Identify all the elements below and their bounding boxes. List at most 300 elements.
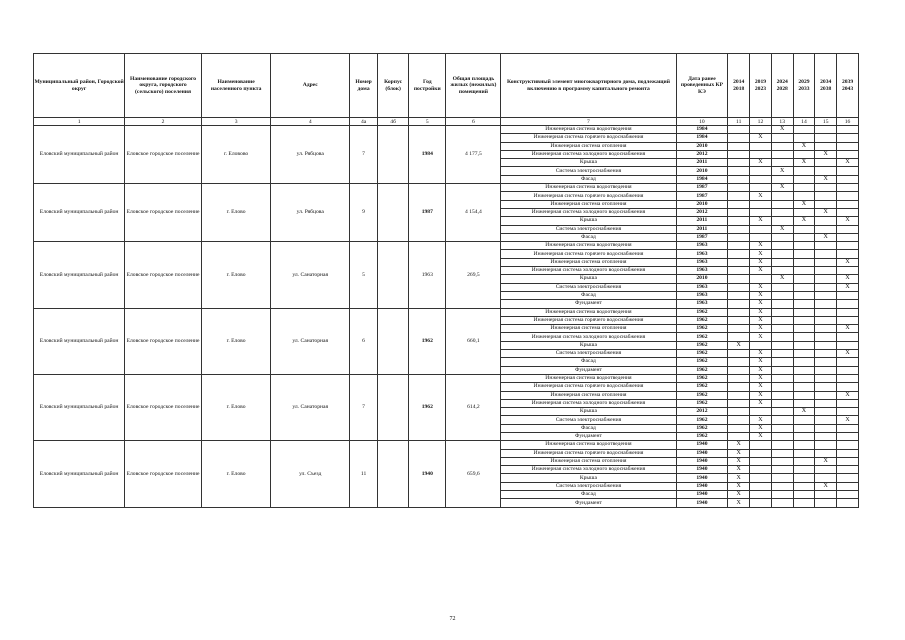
prior-repair-date-cell: 1940 [676,449,728,457]
period-mark-cell [837,200,859,208]
period-mark-cell [793,175,815,183]
period-mark-cell [771,175,793,183]
locality-cell: г. Еловово [201,126,270,184]
period-mark-cell [815,316,837,324]
period-mark-cell: X [837,350,859,358]
period-mark-cell [815,142,837,150]
col-number: 1 [34,118,125,126]
district-cell: Еловский муниципальный район [34,242,125,308]
period-mark-cell [815,350,837,358]
period-mark-cell [728,291,750,299]
period-mark-cell: X [750,217,772,225]
prior-repair-date-cell: 1962 [676,366,728,374]
period-mark-cell [837,449,859,457]
period-mark-cell [815,416,837,424]
period-mark-cell [728,408,750,416]
capital-repair-register-table [33,53,859,508]
element-name-cell: Инженерная система холодного водоснабжения [501,208,676,216]
period-mark-cell [728,225,750,233]
element-name-cell: Инженерная система водоотведения [501,441,676,449]
col-header-house-number: Номер дома [350,54,378,118]
period-mark-cell [815,341,837,349]
area-cell: 269,5 [446,242,501,308]
period-mark-cell [815,126,837,134]
locality-cell: г. Елово [201,441,270,507]
period-mark-cell [815,308,837,316]
period-mark-cell: X [837,325,859,333]
period-mark-cell [793,366,815,374]
col-number: 14 [793,118,815,126]
period-mark-cell: X [750,333,772,341]
element-name-cell: Инженерная система водоотведения [501,242,676,250]
col-number: 12 [750,118,772,126]
period-mark-cell [793,134,815,142]
period-mark-cell [815,258,837,266]
prior-repair-date-cell: 1962 [676,333,728,341]
period-mark-cell: X [793,200,815,208]
prior-repair-date-cell: 2012 [676,408,728,416]
prior-repair-date-cell: 1963 [676,283,728,291]
element-name-cell: Инженерная система отопления [501,457,676,465]
period-mark-cell [837,333,859,341]
year-cell: 1984 [409,126,446,184]
period-mark-cell: X [793,142,815,150]
period-mark-cell [771,366,793,374]
period-mark-cell [728,275,750,283]
prior-repair-date-cell: 1962 [676,399,728,407]
element-name-cell: Инженерная система холодного водоснабжения [501,333,676,341]
year-cell: 1962 [409,374,446,440]
col-header-element: Конструктивный элемент многоквартирного дома, подлежащий включению в программу капитального ремонта [501,54,676,118]
address-cell: ул. Санаторная [271,242,350,308]
period-mark-cell: X [728,474,750,482]
period-mark-cell [793,416,815,424]
period-mark-cell [837,291,859,299]
element-name-cell: Крыша [501,474,676,482]
period-mark-cell [837,366,859,374]
period-mark-cell [793,499,815,507]
period-mark-cell [771,242,793,250]
settlement-cell: Еловское городское поселение [125,184,202,242]
period-mark-cell [771,325,793,333]
year-cell: 1963 [409,242,446,308]
table-row [34,126,859,134]
period-mark-cell [837,466,859,474]
period-mark-cell [837,308,859,316]
prior-repair-date-cell: 1963 [676,267,728,275]
period-mark-cell [793,457,815,465]
element-name-cell: Инженерная система отопления [501,200,676,208]
period-mark-cell: X [837,275,859,283]
table-row [34,184,859,192]
col-number: 7 [501,118,676,126]
house-number-cell: 5 [350,242,378,308]
period-mark-cell: X [750,399,772,407]
period-mark-cell [728,374,750,382]
period-mark-cell [793,391,815,399]
period-mark-cell [771,457,793,465]
settlement-cell: Еловское городское поселение [125,374,202,440]
period-mark-cell: X [815,208,837,216]
period-mark-cell [815,383,837,391]
period-mark-cell [815,300,837,308]
element-name-cell: Инженерная система холодного водоснабжения [501,150,676,158]
page-number: 72 [449,616,456,622]
period-mark-cell [771,441,793,449]
period-mark-cell [793,333,815,341]
element-name-cell: Инженерная система отопления [501,258,676,266]
period-mark-cell [837,457,859,465]
element-name-cell: Инженерная система отопления [501,391,676,399]
period-mark-cell [728,350,750,358]
period-mark-cell [837,184,859,192]
settlement-cell: Еловское городское поселение [125,308,202,374]
col-header-period-2034: 2034 2038 [815,54,837,118]
period-mark-cell [793,291,815,299]
period-mark-cell: X [750,350,772,358]
period-mark-cell [837,499,859,507]
period-mark-cell: X [793,159,815,167]
period-mark-cell [837,242,859,250]
period-mark-cell [750,200,772,208]
period-mark-cell [750,441,772,449]
prior-repair-date-cell: 1963 [676,242,728,250]
col-number: 10 [676,118,728,126]
period-mark-cell [771,316,793,324]
prior-repair-date-cell: 1962 [676,341,728,349]
col-header-year: Год постройки [409,54,446,118]
period-mark-cell: X [728,466,750,474]
period-mark-cell [793,474,815,482]
period-mark-cell [793,325,815,333]
period-mark-cell [815,159,837,167]
col-number: 16 [837,118,859,126]
period-mark-cell [750,449,772,457]
period-mark-cell [771,200,793,208]
period-mark-cell: X [750,267,772,275]
prior-repair-date-cell: 1962 [676,308,728,316]
period-mark-cell [728,184,750,192]
period-mark-cell: X [837,258,859,266]
area-cell: 4 154,4 [446,184,501,242]
element-name-cell: Фасад [501,233,676,241]
block-cell [378,242,409,308]
element-name-cell: Инженерная система водоотведения [501,308,676,316]
period-mark-cell [815,283,837,291]
element-name-cell: Инженерная система горячего водоснабжения [501,134,676,142]
period-mark-cell [728,142,750,150]
period-mark-cell [771,432,793,440]
col-number: 4а [350,118,378,126]
element-name-cell: Фундамент [501,499,676,507]
period-mark-cell [771,424,793,432]
element-name-cell: Фасад [501,175,676,183]
house-number-cell: 9 [350,184,378,242]
period-mark-cell [815,424,837,432]
period-mark-cell [837,250,859,258]
period-mark-cell [793,192,815,200]
period-mark-cell [815,225,837,233]
period-mark-cell [793,275,815,283]
period-mark-cell: X [750,383,772,391]
col-header-area: Общая площадь жилых (нежилых) помещений [446,54,501,118]
period-mark-cell [728,192,750,200]
period-mark-cell [837,167,859,175]
period-mark-cell [771,399,793,407]
element-name-cell: Фундамент [501,366,676,374]
period-mark-cell [728,175,750,183]
prior-repair-date-cell: 1963 [676,291,728,299]
prior-repair-date-cell: 1962 [676,358,728,366]
period-mark-cell [837,341,859,349]
period-mark-cell [837,134,859,142]
period-mark-cell: X [793,217,815,225]
period-mark-cell [815,192,837,200]
period-mark-cell: X [728,341,750,349]
period-mark-cell [793,449,815,457]
period-mark-cell: X [837,416,859,424]
period-mark-cell: X [750,391,772,399]
period-mark-cell [728,333,750,341]
period-mark-cell [750,184,772,192]
period-mark-cell [728,416,750,424]
period-mark-cell [837,233,859,241]
period-mark-cell [728,366,750,374]
period-mark-cell: X [837,391,859,399]
period-mark-cell [728,316,750,324]
period-mark-cell: X [750,316,772,324]
prior-repair-date-cell: 1987 [676,233,728,241]
period-mark-cell [771,449,793,457]
col-header-settlement: Наименование городского округа, городского (сельского) поселения [125,54,202,118]
header-row [34,54,859,118]
period-mark-cell [771,391,793,399]
period-mark-cell [771,491,793,499]
year-cell: 1940 [409,441,446,507]
period-mark-cell [771,474,793,482]
col-header-district: Муниципальный район, Городской округ [34,54,125,118]
col-number: 2 [125,118,202,126]
period-mark-cell [837,175,859,183]
period-mark-cell [815,134,837,142]
prior-repair-date-cell: 1940 [676,499,728,507]
block-cell [378,308,409,374]
period-mark-cell: X [837,159,859,167]
period-mark-cell [771,258,793,266]
period-mark-cell [771,350,793,358]
element-name-cell: Инженерная система горячего водоснабжения [501,449,676,457]
period-mark-cell: X [750,424,772,432]
period-mark-cell [771,300,793,308]
period-mark-cell: X [771,167,793,175]
period-mark-cell [815,366,837,374]
element-name-cell: Инженерная система холодного водоснабжения [501,399,676,407]
prior-repair-date-cell: 2011 [676,217,728,225]
period-mark-cell [815,408,837,416]
prior-repair-date-cell: 1940 [676,491,728,499]
period-mark-cell [771,416,793,424]
col-header-address: Адрес [271,54,350,118]
house-number-cell: 7 [350,374,378,440]
period-mark-cell [837,441,859,449]
area-cell: 4 177,5 [446,126,501,184]
address-cell: ул. Съезд [271,441,350,507]
prior-repair-date-cell: 1963 [676,250,728,258]
period-mark-cell: X [750,283,772,291]
element-name-cell: Система электроснабжения [501,416,676,424]
district-cell: Еловский муниципальный район [34,184,125,242]
period-mark-cell [750,482,772,490]
period-mark-cell: X [750,325,772,333]
prior-repair-date-cell: 1962 [676,374,728,382]
period-mark-cell [837,150,859,158]
element-name-cell: Фасад [501,424,676,432]
period-mark-cell: X [750,291,772,299]
period-mark-cell: X [750,258,772,266]
period-mark-cell [837,358,859,366]
period-mark-cell: X [837,217,859,225]
period-mark-cell: X [793,408,815,416]
district-cell: Еловский муниципальный район [34,308,125,374]
locality-cell: г. Елово [201,308,270,374]
period-mark-cell: X [815,457,837,465]
prior-repair-date-cell: 1984 [676,175,728,183]
period-mark-cell: X [728,449,750,457]
house-number-cell: 6 [350,308,378,374]
period-mark-cell: X [750,159,772,167]
period-mark-cell [771,233,793,241]
table-row [34,441,859,449]
period-mark-cell [771,142,793,150]
period-mark-cell [750,408,772,416]
block-cell [378,441,409,507]
prior-repair-date-cell: 1962 [676,350,728,358]
period-mark-cell: X [771,184,793,192]
period-mark-cell [837,225,859,233]
period-mark-cell [793,300,815,308]
period-mark-cell [815,432,837,440]
period-mark-cell [793,126,815,134]
period-mark-cell [793,267,815,275]
period-mark-cell: X [750,366,772,374]
period-mark-cell: X [771,225,793,233]
block-cell [378,184,409,242]
element-name-cell: Система электроснабжения [501,225,676,233]
period-mark-cell [750,208,772,216]
element-name-cell: Инженерная система холодного водоснабжения [501,267,676,275]
element-name-cell: Инженерная система водоотведения [501,126,676,134]
address-cell: ул. Санаторная [271,308,350,374]
period-mark-cell [815,291,837,299]
period-mark-cell [837,142,859,150]
period-mark-cell [815,242,837,250]
period-mark-cell [837,126,859,134]
period-mark-cell [793,350,815,358]
period-mark-cell [815,200,837,208]
col-header-locality: Наименование населенного пункта [201,54,270,118]
period-mark-cell [793,208,815,216]
prior-repair-date-cell: 1940 [676,441,728,449]
period-mark-cell: X [750,374,772,382]
period-mark-cell [793,341,815,349]
period-mark-cell [750,126,772,134]
element-name-cell: Инженерная система горячего водоснабжения [501,250,676,258]
period-mark-cell [728,134,750,142]
period-mark-cell [815,167,837,175]
period-mark-cell [771,283,793,291]
prior-repair-date-cell: 1962 [676,424,728,432]
period-mark-cell [771,482,793,490]
period-mark-cell [750,466,772,474]
period-mark-cell [837,491,859,499]
settlement-cell: Еловское городское поселение [125,126,202,184]
period-mark-cell [750,225,772,233]
period-mark-cell [837,474,859,482]
period-mark-cell [728,217,750,225]
period-mark-cell [793,466,815,474]
period-mark-cell [750,491,772,499]
period-mark-cell [815,466,837,474]
locality-cell: г. Елово [201,374,270,440]
period-mark-cell [793,233,815,241]
period-mark-cell: X [750,358,772,366]
prior-repair-date-cell: 2012 [676,208,728,216]
period-mark-cell [750,150,772,158]
period-mark-cell [728,126,750,134]
period-mark-cell [793,358,815,366]
area-cell: 614,2 [446,374,501,440]
year-cell: 1987 [409,184,446,242]
prior-repair-date-cell: 1987 [676,184,728,192]
col-number: 3 [201,118,270,126]
period-mark-cell [728,424,750,432]
period-mark-cell [837,399,859,407]
period-mark-cell [771,208,793,216]
period-mark-cell [728,258,750,266]
period-mark-cell [793,308,815,316]
table-row [34,308,859,316]
period-mark-cell [815,333,837,341]
period-mark-cell: X [750,134,772,142]
period-mark-cell [728,233,750,241]
period-mark-cell: X [728,482,750,490]
period-mark-cell [728,208,750,216]
element-name-cell: Система электроснабжения [501,283,676,291]
col-header-period-2019: 2019 2023 [750,54,772,118]
prior-repair-date-cell: 1963 [676,258,728,266]
period-mark-cell [793,482,815,490]
period-mark-cell [728,325,750,333]
period-mark-cell [728,159,750,167]
period-mark-cell [750,474,772,482]
prior-repair-date-cell: 1940 [676,474,728,482]
house-number-cell: 11 [350,441,378,507]
element-name-cell: Инженерная система холодного водоснабжения [501,466,676,474]
period-mark-cell [793,424,815,432]
period-mark-cell [750,142,772,150]
period-mark-cell [837,482,859,490]
period-mark-cell [771,159,793,167]
period-mark-cell [815,499,837,507]
period-mark-cell [771,250,793,258]
period-mark-cell [793,399,815,407]
prior-repair-date-cell: 1984 [676,134,728,142]
element-name-cell: Инженерная система отопления [501,325,676,333]
period-mark-cell [771,341,793,349]
prior-repair-date-cell: 2010 [676,275,728,283]
period-mark-cell [728,242,750,250]
period-mark-cell [771,291,793,299]
